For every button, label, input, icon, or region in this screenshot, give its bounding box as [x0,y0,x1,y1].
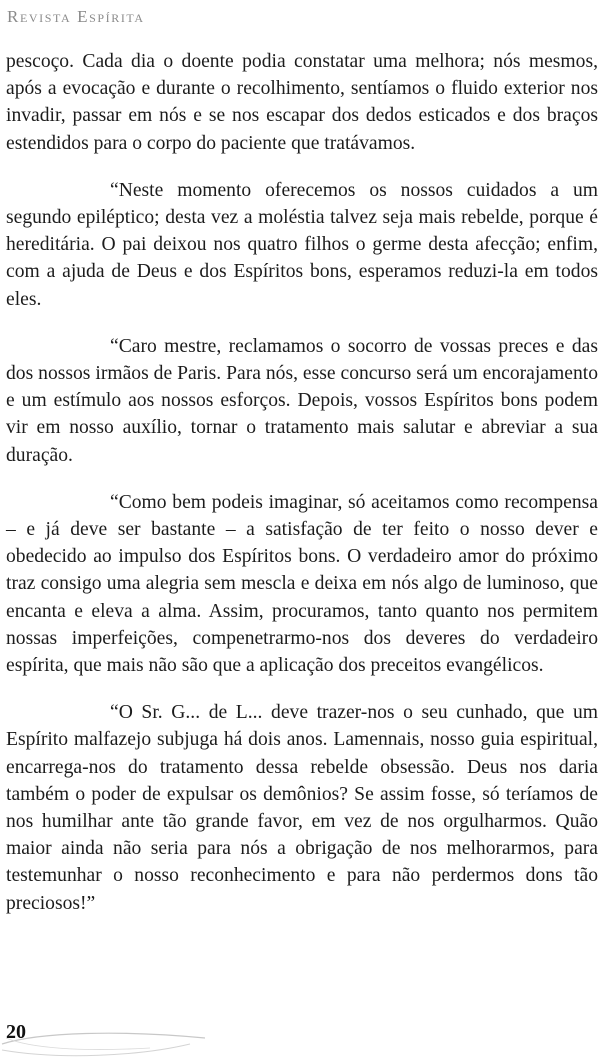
paragraph-continuation: pescoço. Cada dia o doente podia constatar uma melhora; nós mesmos, após a evocação e durante o recolhimento, sentíamos o fluido exterior nos invadir, passar em nós e se nos escapar dos dedos esticados e dos braços estendidos para o corpo do paciente que tratávamos. [6,51,598,154]
running-header: Revista Espírita [7,7,145,26]
page-body [6,48,598,937]
page-number: 20 [6,1021,26,1043]
folio-swash-ornament [0,1030,210,1060]
paragraph-prayer-request: “Caro mestre, reclamamos o socorro de vossas preces e das dos nossos irmãos de Paris. Para nós, esse concurso será um encorajamento e um estímulo aos nossos esforços. Depois, vossos Espíritos bons podem vir em nosso auxílio, tornar o tratamento mais salutar e abreviar a sua duração. [6,335,598,466]
paragraph-obsession: “O Sr. G... de L... deve trazer-nos o seu cunhado, que um Espírito malfazejo subjuga há dois anos. Lamennais, nosso guia espiritual, encarrega-nos do tratamento dessa rebelde obsessão. Deus nos daria também o poder de expulsar os demônios? Se assim fosse, só teríamos de nos humilhar ante tão grande favor, em vez de nos orgulharmos. Quão maior ainda não seria para nós a obrigação de nos melhorarmos, para testemunhar o nosso reconhecimento e para não perdermos dons tão preciosos!” [6,702,598,914]
paragraph-second-epileptic: “Neste momento oferecemos os nossos cuidados a um segundo epiléptico; desta vez a moléstia talvez seja mais rebelde, porque é hereditária. O pai deixou nos quatro filhos o germe desta afecção; enfim, com a ajuda de Deus e dos Espíritos bons, esperamos reduzi-la em todos eles. [6,179,598,310]
paragraph-recompense: “Como bem podeis imaginar, só aceitamos como recompensa – e já deve ser bastante – a satisfação de ter feito o nosso dever e obedecido ao impulso dos Espíritos bons. O verdadeiro amor do próximo traz consigo uma alegria sem mescla e deixa em nós algo de luminoso, que encanta e eleva a alma. Assim, procuramos, tanto quanto nos permitem nossas imperfeições, compenetrarmo-nos dos deveres do verdadeiro espírita, que mais não são que a aplicação dos preceitos evangélicos. [6,491,598,677]
